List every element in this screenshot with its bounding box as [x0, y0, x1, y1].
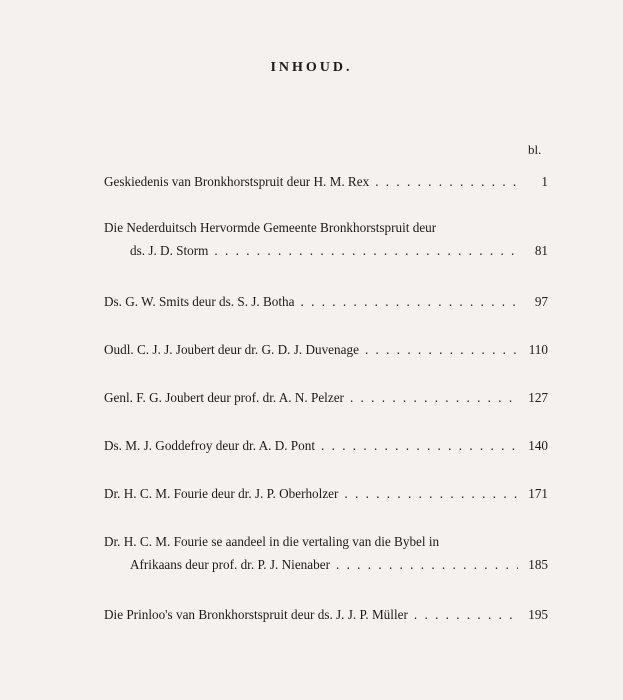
toc-line: [104, 294, 548, 310]
toc-title: Oudl. C. J. J. Joubert deur dr. G. D. J. Duvenage: [104, 342, 359, 357]
toc-line: [104, 243, 548, 259]
toc-entry: [104, 486, 548, 502]
toc-entry: [104, 438, 548, 454]
toc-line: [104, 557, 548, 573]
page-number: 81: [534, 243, 548, 258]
toc-title: Ds. G. W. Smits deur ds. S. J. Botha: [104, 294, 295, 309]
toc-entry: [104, 294, 548, 310]
toc-line: [104, 534, 548, 550]
toc-title: Genl. F. G. Joubert deur prof. dr. A. N. Pelzer: [104, 390, 344, 405]
page-number: 195: [528, 607, 548, 622]
page-number: 171: [528, 486, 548, 501]
toc-entry: [104, 534, 548, 573]
toc-entry: [104, 607, 548, 623]
toc-title: Dr. H. C. M. Fourie se aandeel in die vertaling van die Bybel in: [104, 534, 440, 549]
toc-title: Die Prinloo's van Bronkhorstspruit deur ds. J. J. P. Müller: [104, 607, 408, 622]
leader-dots: [359, 342, 518, 358]
toc-line: [104, 607, 548, 623]
toc-title: Dr. H. C. M. Fourie deur dr. J. P. Oberholzer: [104, 486, 339, 501]
toc-title-cont: ds. J. D. Storm: [130, 243, 209, 258]
page-number: 140: [528, 438, 548, 453]
toc-line: [104, 174, 548, 190]
leader-dots: [330, 557, 518, 573]
toc-title: Ds. M. J. Goddefroy deur dr. A. D. Pont: [104, 438, 315, 453]
page-number: 127: [528, 390, 548, 405]
page-number: 97: [534, 294, 548, 309]
page-number: 110: [528, 342, 548, 357]
page-title: INHOUD.: [270, 60, 353, 75]
page-number: 185: [528, 557, 548, 572]
leader-dots: [344, 390, 518, 406]
toc-title: Geskiedenis van Bronkhorstspruit deur H. M. Rex: [104, 174, 370, 189]
page-column-label: bl.: [528, 142, 542, 157]
toc-title-cont: Afrikaans deur prof. dr. P. J. Nienaber: [130, 557, 330, 572]
toc-entry: [104, 390, 548, 406]
leader-dots: [315, 438, 518, 454]
toc-line: [104, 220, 548, 236]
toc-entry: [104, 174, 548, 190]
page-number: 1: [541, 174, 548, 189]
toc-line: [104, 342, 548, 358]
toc-line: [104, 486, 548, 502]
toc-entry: [104, 220, 548, 259]
leader-dots: [408, 607, 518, 623]
toc-entry: [104, 342, 548, 358]
toc-line: [104, 390, 548, 406]
toc-line: [104, 438, 548, 454]
toc-title: Die Nederduitsch Hervormde Gemeente Bronkhorstspruit deur: [104, 220, 437, 235]
leader-dots: [295, 294, 518, 310]
leader-dots: [369, 174, 518, 190]
leader-dots: [208, 243, 518, 259]
leader-dots: [338, 486, 518, 502]
